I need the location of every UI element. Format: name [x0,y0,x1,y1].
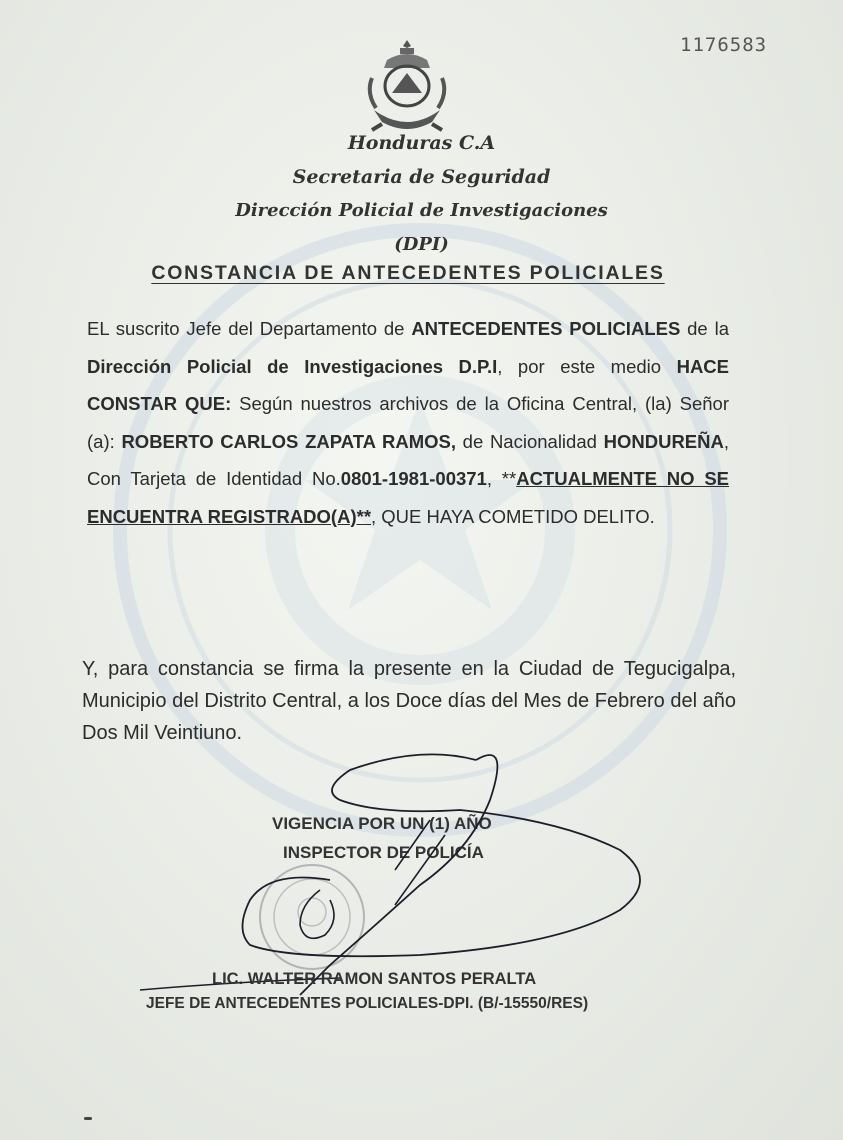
nationality: HONDUREÑA [603,430,724,452]
paper-speck [84,1117,92,1120]
inspector-line: INSPECTOR DE POLICÍA [283,843,484,862]
header-country: Honduras C.A [347,132,496,154]
body-text: de Nacionalidad [456,430,604,452]
body-bold-text: HACE CONSTAR QUE: [87,355,729,414]
signatory-name: LIC. WALTER RAMON SANTOS PERALTA [212,970,537,988]
header-ministry: Secretaria de Seguridad [292,166,551,188]
person-name: ROBERTO CARLOS ZAPATA RAMOS, [121,430,456,452]
header-acronym: (DPI) [394,234,449,255]
body-text: de la [680,318,729,339]
body-text: , ** [486,468,517,489]
body-bold-text: Dirección Policial de Investigaciones D.P.I [87,355,498,377]
document-title: CONSTANCIA DE ANTECEDENTES POLICIALES [151,262,665,284]
closing-paragraph: Y, para constancia se firma la presente en la Ciudad de Tegucigalpa, Municipio del Distrito Central, a los Doce días del Mes de Febrero del año Dos Mil Veintiuno. [82,658,736,744]
body-text: EL suscrito Jefe del Departamento de [87,318,412,339]
official-stamp [244,862,380,972]
registration-status: ACTUALMENTE NO SE ENCUENTRA REGISTRADO(A)** [87,468,730,527]
header-directorate: Dirección Policial de Investigaciones [235,200,608,221]
body-text: Según nuestros archivos de la Oficina Central, (la) Señor (a): [87,393,730,452]
body-text: , Con Tarjeta de Identidad No. [87,430,729,489]
body-text: , por este medio [497,355,677,377]
document-serial-number: 1176583 [680,34,768,56]
validity-line: VIGENCIA POR UN (1) AÑO [272,814,492,833]
id-number: 0801-1981-00371 [340,468,487,489]
certificate-body [87,310,729,535]
body-text: , QUE HAYA COMETIDO DELITO. [371,505,655,527]
body-bold-text: ANTECEDENTES POLICIALES [411,318,681,339]
signatory-title: JEFE DE ANTECEDENTES POLICIALES-DPI. (B/-15550/RES) [146,995,589,1012]
coat-of-arms-emblem [362,38,452,133]
